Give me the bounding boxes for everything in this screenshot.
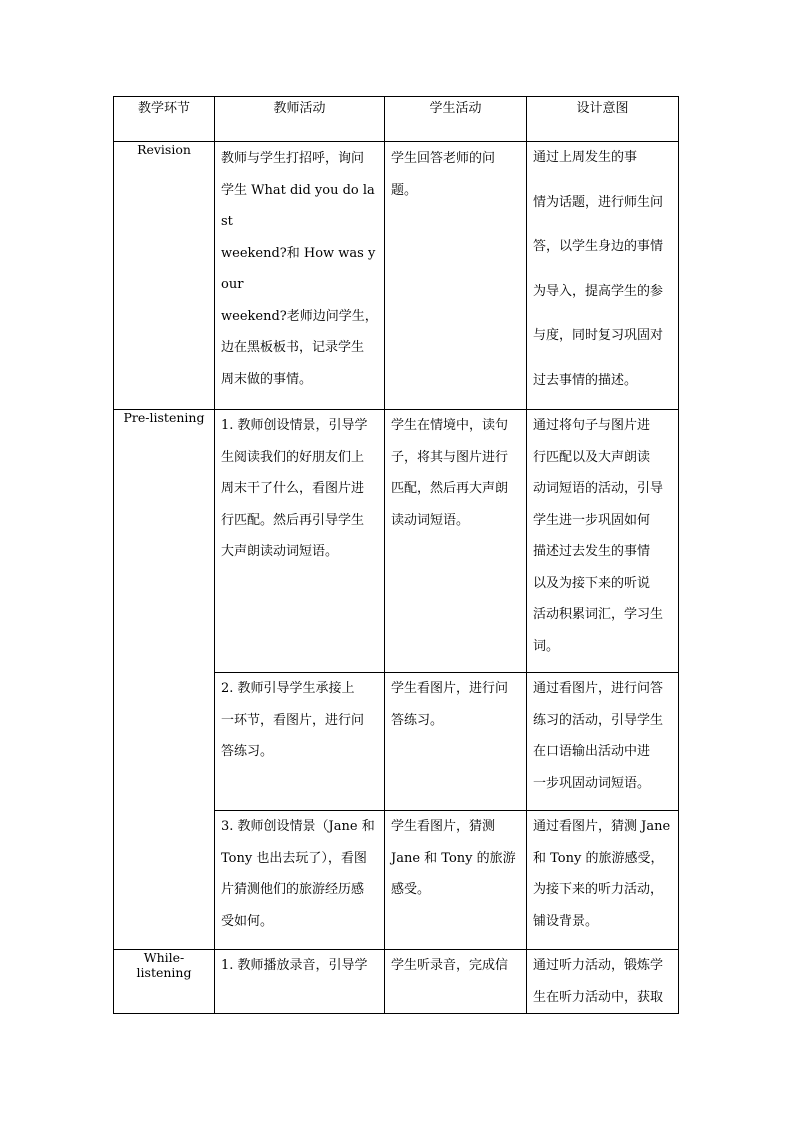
student-activity-cell [385,950,527,1014]
header-teacher-activity: 教师活动 [215,97,385,142]
teacher-activity-text: 1. 教师创设情景，引导学 生阅读我们的好朋友们上 周末干了什么，看图片进 行匹配。然后再引导学生 大声朗读动词短语。 [221,418,368,559]
teacher-activity-cell [215,811,385,950]
stage-while-listening: While-listening [114,950,215,1014]
design-intent-text: 通过看图片，进行问答 练习的活动，引导学生 在口语输出活动中进 一步巩固动词短语。 [533,681,664,791]
student-activity-cell [385,811,527,950]
teacher-activity-text: 3. 教师创设情景（Jane 和 Tony 也出去玩了），看图 片猜测他们的旅游经历感 受如何。 [221,819,375,929]
design-intent-cell [527,142,679,410]
header-stage: 教学环节 [114,97,215,142]
student-activity-text: 学生看图片，猜测 Jane 和 Tony 的旅游 感受。 [391,819,516,897]
lesson-plan-table [113,96,679,1014]
design-intent-text: 通过看图片，猜测 Jane 和 Tony 的旅游感受， 为接下来的听力活动， 铺设背景。 [533,819,671,929]
design-intent-cell [527,950,679,1014]
design-intent-text: 通过上周发生的事 情为话题，进行师生问 答，以学生身边的事情 为导入，提高学生的参 与度，同时复习巩固对 过去事情的描述。 [533,150,664,388]
design-intent-text: 通过听力活动，锻炼学 生在听力活动中，获取 [533,958,664,1005]
teacher-activity-cell [215,410,385,673]
header-design-intent: 设计意图 [527,97,679,142]
design-intent-cell [527,673,679,811]
header-row [114,97,679,142]
teacher-activity-text: 1. 教师播放录音，引导学 [221,958,368,973]
table-row-revision [114,142,679,410]
student-activity-text: 学生回答老师的问 题。 [391,151,496,198]
stage-pre-listening: Pre-listening [114,410,215,950]
design-intent-cell [527,811,679,950]
teacher-activity-cell [215,673,385,811]
student-activity-text: 学生看图片，进行问 答练习。 [391,681,509,728]
teacher-activity-cell [215,950,385,1014]
student-activity-cell [385,673,527,811]
student-activity-cell [385,142,527,410]
table-row-while-listening [114,950,679,1014]
student-activity-cell [385,410,527,673]
stage-revision: Revision [114,142,215,410]
teacher-activity-text: 教师与学生打招呼，询问 学生 What did you do last weekend?和 How was your weekend?老师边问学生， 边在黑板板书，记录学生 周末做的事情。 [221,151,378,387]
teacher-activity-text: 2. 教师引导学生承接上 一环节，看图片，进行问 答练习。 [221,681,365,759]
design-intent-text: 通过将句子与图片进 行匹配以及大声朗读 动词短语的活动，引导 学生进一步巩固如何 描述过去发生的事情 以及为接下来的听说 活动积累词汇，学习生 词。 [533,418,664,654]
student-activity-text: 学生在情境中，读句 子，将其与图片进行 匹配，然后再大声朗 读动词短语。 [391,418,509,528]
teacher-activity-cell [215,142,385,410]
header-student-activity: 学生活动 [385,97,527,142]
design-intent-cell [527,410,679,673]
table-row-pre-listening-1 [114,410,679,673]
student-activity-text: 学生听录音，完成信 [391,958,509,973]
